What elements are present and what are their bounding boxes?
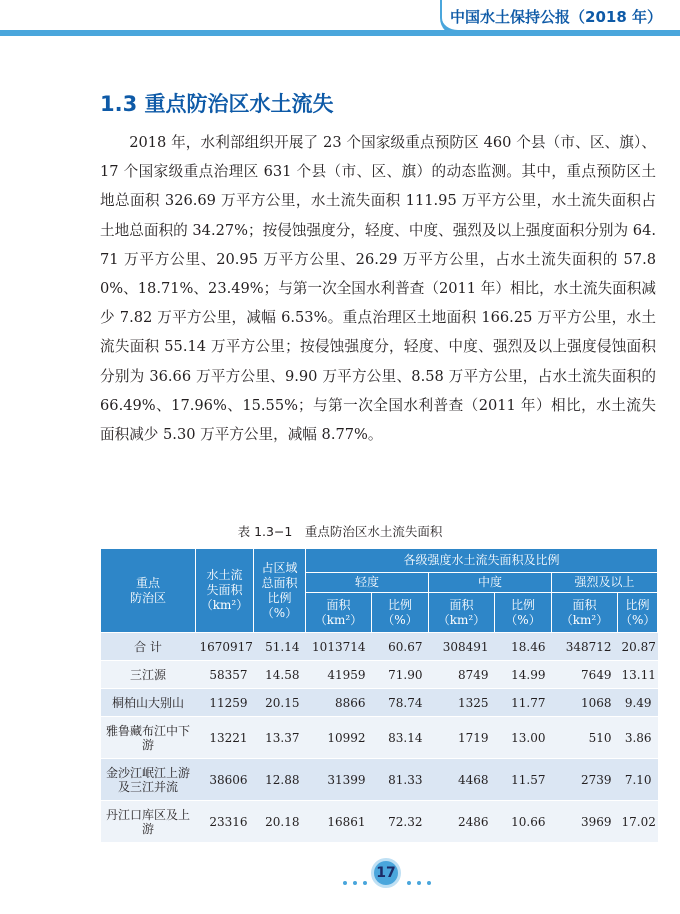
cell-ratio: 20.15 <box>254 689 306 717</box>
table-row <box>101 759 658 801</box>
header-severe-area: 面积 （km²） <box>552 593 618 633</box>
page-header <box>0 0 680 40</box>
cell-moderate-area: 308491 <box>429 633 495 661</box>
cell-area: 23316 <box>196 801 254 843</box>
cell-moderate-ratio: 11.77 <box>495 689 552 717</box>
header-moderate: 中度 <box>429 573 552 593</box>
cell-severe-area: 1068 <box>552 689 618 717</box>
body-paragraph: 2018 年，水利部组织开展了 23 个国家级重点预防区 460 个县（市、区、旗）、17 个国家级重点治理区 631 个县（市、区、旗）的动态监测。其中，重点预防区土地总面积 326.69 万平方公里，水土流失面积 111.95 万平方公里，水土流失面积占土地总面积的 34.27%；按侵蚀强度分，轻度、中度、强烈及以上强度面积分别为 64.71 万平方公里、20.95 万平方公里、26.29 万平方公里，占水土流失面积的 57.80%、18.71%、23.49%；与第一次全国水利普查（2011 年）相比，水土流失面积减少 7.82 万平方公里，减幅 6.53%。重点治理区土地面积 166.25 万平方公里，水土流失面积 55.14 万平方公里；按侵蚀强度分，轻度、中度、强烈及以上强度侵蚀面积分别为 36.66 万平方公里、9.90 万平方公里、8.58 万平方公里，占水土流失面积的 66.49%、17.96%、15.55%；与第一次全国水利普查（2011 年）相比，水土流失面积减少 5.30 万平方公里，减幅 8.77%。 <box>100 134 656 444</box>
table-row <box>101 717 658 759</box>
page-number: 17 <box>371 858 401 888</box>
table-row <box>101 801 658 843</box>
header-intensity-group: 各级强度水土流失面积及比例 <box>306 549 658 573</box>
cell-moderate-area: 1719 <box>429 717 495 759</box>
cell-severe-area: 7649 <box>552 661 618 689</box>
cell-severe-ratio: 9.49 <box>618 689 658 717</box>
row-name: 金沙江岷江上游及三江并流 <box>101 759 196 801</box>
cell-light-ratio: 78.74 <box>372 689 429 717</box>
cell-moderate-area: 1325 <box>429 689 495 717</box>
cell-light-area: 10992 <box>306 717 372 759</box>
cell-area: 11259 <box>196 689 254 717</box>
table-row <box>101 661 658 689</box>
section-title: 1.3 重点防治区水土流失 <box>100 92 334 116</box>
cell-severe-ratio: 20.87 <box>618 633 658 661</box>
cell-light-ratio: 81.33 <box>372 759 429 801</box>
cell-ratio: 13.37 <box>254 717 306 759</box>
cell-moderate-area: 4468 <box>429 759 495 801</box>
cell-area: 1670917 <box>196 633 254 661</box>
cell-ratio: 12.88 <box>254 759 306 801</box>
cell-severe-area: 510 <box>552 717 618 759</box>
cell-area: 13221 <box>196 717 254 759</box>
right-dots-decoration <box>404 870 434 876</box>
row-name: 三江源 <box>101 661 196 689</box>
cell-moderate-ratio: 11.57 <box>495 759 552 801</box>
cell-light-area: 16861 <box>306 801 372 843</box>
cell-moderate-ratio: 10.66 <box>495 801 552 843</box>
cell-moderate-area: 8749 <box>429 661 495 689</box>
cell-severe-area: 2739 <box>552 759 618 801</box>
row-name: 丹江口库区及上游 <box>101 801 196 843</box>
cell-ratio: 14.58 <box>254 661 306 689</box>
cell-light-area: 8866 <box>306 689 372 717</box>
table-row <box>101 633 658 661</box>
header-zone: 重点 防治区 <box>101 549 196 633</box>
cell-severe-ratio: 7.10 <box>618 759 658 801</box>
cell-light-area: 41959 <box>306 661 372 689</box>
cell-severe-ratio: 3.86 <box>618 717 658 759</box>
cell-light-ratio: 83.14 <box>372 717 429 759</box>
cell-moderate-area: 2486 <box>429 801 495 843</box>
page-footer <box>0 855 680 891</box>
report-title: 中国水土保持公报（2018 年） <box>450 8 662 26</box>
header-light-area: 面积 （km²） <box>306 593 372 633</box>
cell-light-area: 1013714 <box>306 633 372 661</box>
cell-severe-ratio: 13.11 <box>618 661 658 689</box>
header-severe-ratio: 比例 （%） <box>618 593 658 633</box>
cell-light-ratio: 72.32 <box>372 801 429 843</box>
header-severe: 强烈及以上 <box>552 573 658 593</box>
cell-area: 38606 <box>196 759 254 801</box>
table-caption: 表 1.3−1 重点防治区水土流失面积 <box>237 524 443 539</box>
left-dots-decoration <box>340 870 370 876</box>
cell-severe-ratio: 17.02 <box>618 801 658 843</box>
header-stripe <box>0 30 480 36</box>
erosion-table <box>100 548 658 843</box>
cell-ratio: 51.14 <box>254 633 306 661</box>
cell-moderate-ratio: 14.99 <box>495 661 552 689</box>
header-moderate-ratio: 比例 （%） <box>495 593 552 633</box>
table-row <box>101 689 658 717</box>
header-light-ratio: 比例 （%） <box>372 593 429 633</box>
header-ratio: 占区域 总面积 比例 （%） <box>254 549 306 633</box>
row-name: 雅鲁藏布江中下游 <box>101 717 196 759</box>
cell-severe-area: 3969 <box>552 801 618 843</box>
row-name: 合 计 <box>101 633 196 661</box>
row-name: 桐柏山大别山 <box>101 689 196 717</box>
header-loss-area: 水土流 失面积 （km²） <box>196 549 254 633</box>
cell-light-ratio: 71.90 <box>372 661 429 689</box>
header-light: 轻度 <box>306 573 429 593</box>
cell-moderate-ratio: 13.00 <box>495 717 552 759</box>
cell-ratio: 20.18 <box>254 801 306 843</box>
cell-severe-area: 348712 <box>552 633 618 661</box>
cell-light-area: 31399 <box>306 759 372 801</box>
cell-light-ratio: 60.67 <box>372 633 429 661</box>
cell-moderate-ratio: 18.46 <box>495 633 552 661</box>
header-moderate-area: 面积 （km²） <box>429 593 495 633</box>
cell-area: 58357 <box>196 661 254 689</box>
